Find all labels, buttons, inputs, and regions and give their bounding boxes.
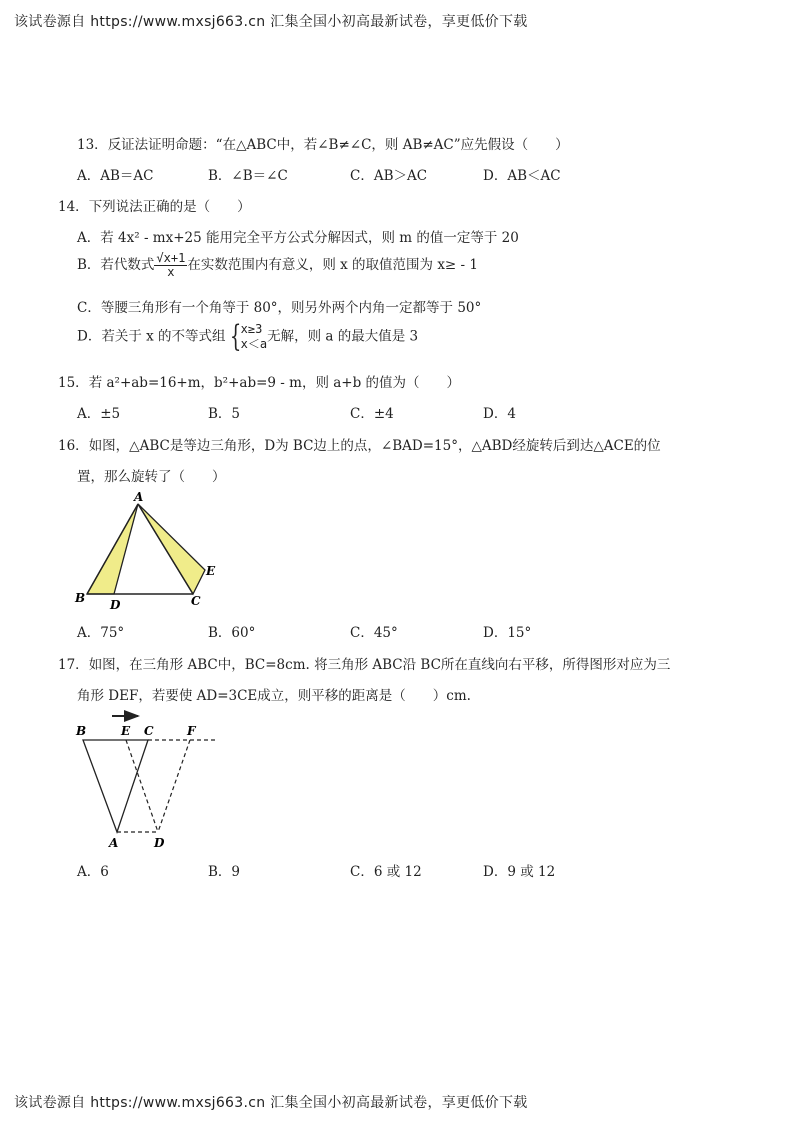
question-13-text: 反证法证明命题：“在△ABC中，若∠B≠∠C，则 AB≠AC”应先假设（ ）	[107, 137, 569, 153]
triangle-ace	[138, 504, 205, 594]
label-b: B	[76, 724, 87, 738]
question-17	[58, 653, 670, 673]
question-17-text-2: 角形 DEF，若要使 AD=3CE成立，则平移的距离是（ ）cm.	[77, 688, 471, 704]
q17-option-b: B．9	[208, 864, 241, 880]
q14-fraction-denominator: x	[167, 265, 175, 279]
q16-option-b: B．60°	[208, 625, 256, 641]
q14-option-b-pre: B．若代数式	[77, 257, 155, 273]
q17-option-a: A．6	[77, 864, 109, 880]
label-c: C	[191, 594, 201, 608]
inequality-2: x＜a	[240, 337, 268, 351]
label-d: D	[110, 598, 121, 612]
inequality-system	[241, 322, 267, 352]
question-15	[58, 371, 460, 391]
q15-option-a: A．±5	[77, 406, 121, 422]
triangle-abc	[83, 740, 148, 832]
question-16	[58, 434, 661, 454]
label-e: E	[206, 564, 216, 578]
inequality-1: x≥3	[240, 322, 263, 336]
q13-option-c: C．AB＞AC	[350, 168, 428, 184]
q16-option-a: A．75°	[77, 625, 125, 641]
question-14	[58, 195, 251, 215]
side-df-dashed	[158, 740, 190, 832]
q17-figure	[70, 708, 230, 853]
q14-option-d-post: 无解，则 a 的最大值是 3	[267, 328, 419, 345]
q15-option-d: D．4	[483, 406, 516, 422]
question-16-number: 16．	[58, 438, 89, 454]
side-de-dashed	[126, 740, 158, 832]
label-a: A	[109, 836, 119, 850]
question-16-text-2: 置，那么旋转了（ ）	[77, 469, 226, 485]
page-header: 该试卷源自 https://www.mxsj663.cn 汇集全国小初高最新试卷，享更低价下载	[14, 14, 528, 30]
question-15-text: 若 a²+ab=16+m，b²+ab=9 - m，则 a+b 的值为（ ）	[88, 375, 461, 391]
q16-option-c: C．45°	[350, 625, 398, 641]
page-footer: 该试卷源自 https://www.mxsj663.cn 汇集全国小初高最新试卷，享更低价下载	[14, 1095, 528, 1111]
question-17-text-1: 如图，在三角形 ABC中，BC=8cm. 将三角形 ABC沿 BC所在直线向右平移，所得图形对应为三	[88, 657, 671, 673]
label-f: F	[187, 724, 196, 738]
brace-symbol: {	[229, 319, 241, 354]
q14-fraction	[154, 252, 187, 279]
q17-option-d: D．9 或 12	[483, 864, 556, 880]
q13-option-a: A．AB＝AC	[77, 168, 154, 184]
question-16-text-1: 如图，△ABC是等边三角形，D为 BC边上的点，∠BAD=15°，△ABD经旋转后到达△ACE的位	[88, 438, 661, 454]
question-13-number: 13．	[77, 137, 108, 153]
q14-option-d-pre: D．若关于 x 的不等式组	[77, 328, 226, 345]
question-14-number: 14．	[58, 199, 89, 215]
label-e: E	[121, 724, 131, 738]
q14-option-d	[77, 319, 419, 354]
label-b: B	[75, 591, 86, 605]
side-ac	[138, 504, 193, 594]
q16-option-d: D．15°	[483, 625, 532, 641]
q13-option-d: D．AB＜AC	[483, 168, 561, 184]
q15-option-c: C．±4	[350, 406, 394, 422]
q16-figure	[70, 488, 230, 613]
q14-option-c: C．等腰三角形有一个角等于 80°，则另外两个内角一定都等于 50°	[77, 300, 482, 316]
question-15-number: 15．	[58, 375, 89, 391]
question-14-text: 下列说法正确的是（ ）	[88, 199, 251, 215]
q14-option-a: A．若 4x² - mx+25 能用完全平方公式分解因式，则 m 的值一定等于 20	[77, 230, 519, 246]
question-17-number: 17．	[58, 657, 89, 673]
question-13	[77, 133, 569, 153]
q13-option-b: B．∠B＝∠C	[208, 168, 288, 184]
label-d: D	[154, 836, 165, 850]
q17-option-c: C．6 或 12	[350, 864, 422, 880]
q15-option-b: B．5	[208, 406, 241, 422]
q14-fraction-numerator: √x+1	[156, 251, 186, 265]
q14-option-b-post: 在实数范围内有意义，则 x 的取值范围为 x≥ - 1	[187, 257, 478, 273]
label-c: C	[144, 724, 154, 738]
q14-option-b	[77, 252, 478, 279]
label-a: A	[134, 490, 144, 504]
